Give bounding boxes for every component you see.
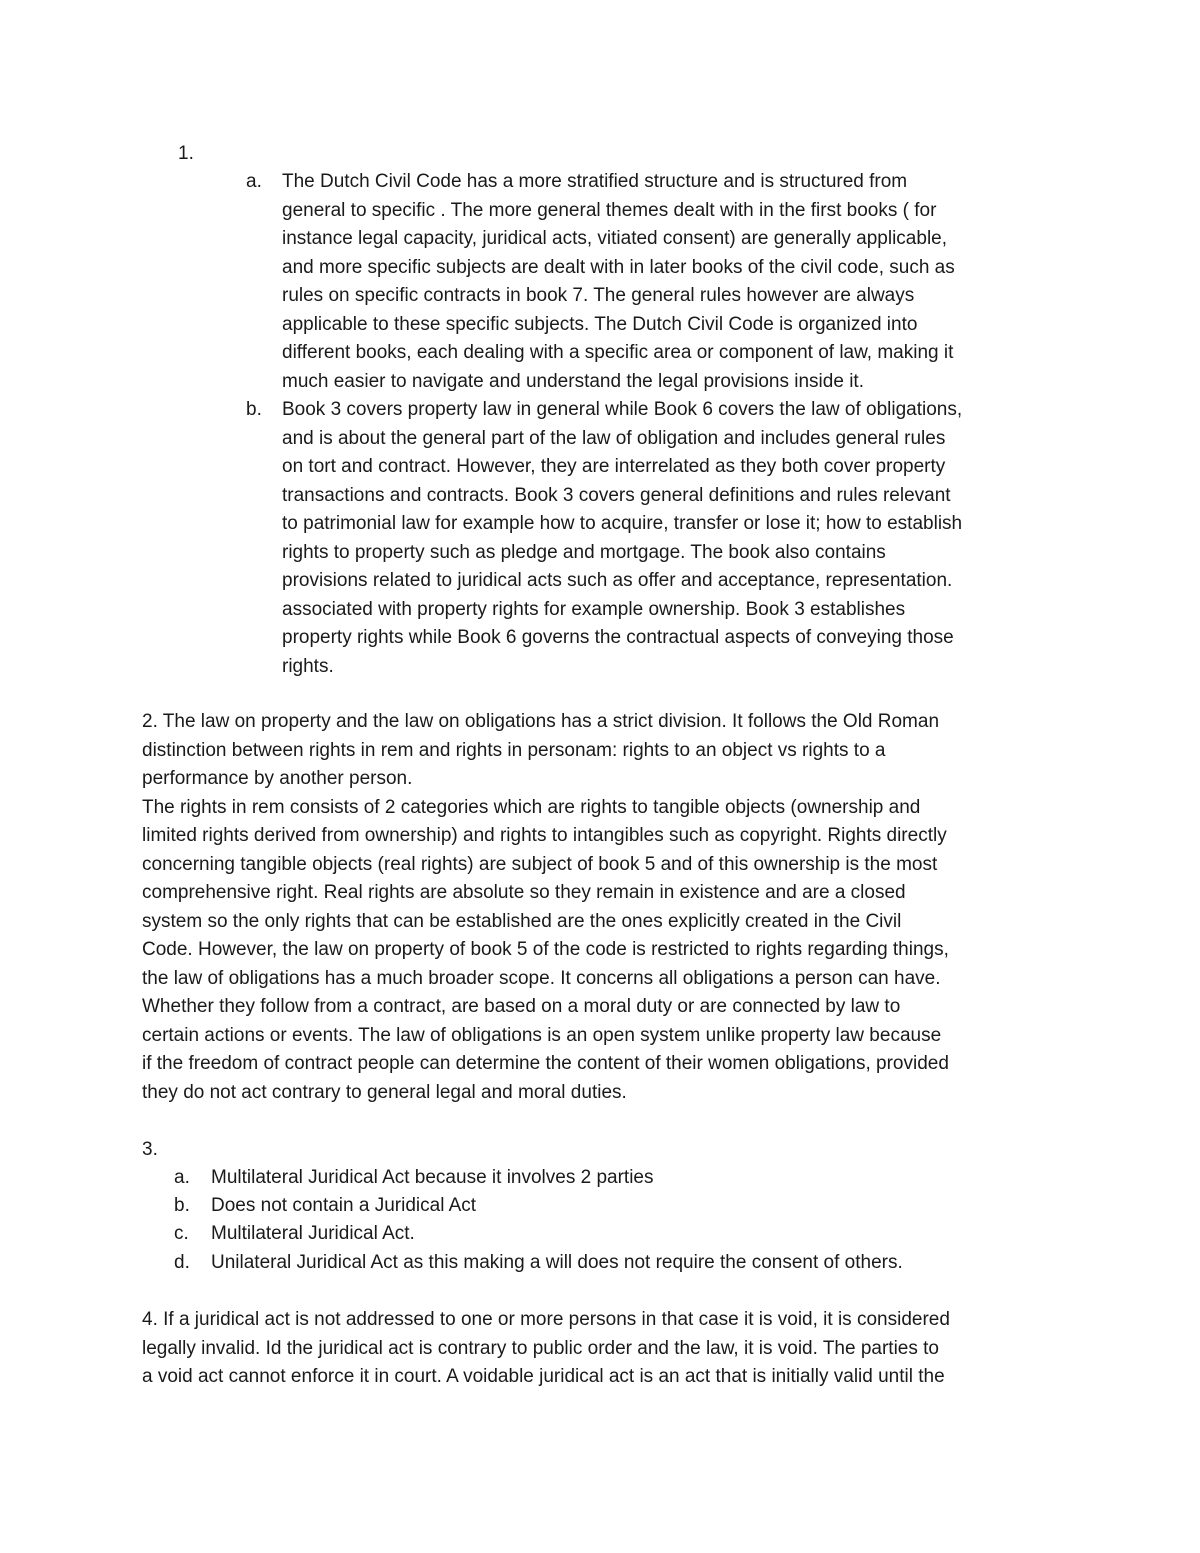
text-line: instance legal capacity, juridical acts, vitiated consent) are generally applicable, <box>282 228 948 249</box>
text-line: Book 3 covers property law in general while Book 6 covers the law of obligations, <box>282 399 963 420</box>
text-line: concerning tangible objects (real rights) are subject of book 5 and of this ownership is the most <box>142 853 938 875</box>
text-line: system so the only rights that can be established are the ones explicitly created in the Civil <box>142 910 902 932</box>
text-line: Does not contain a Juridical Act <box>211 1195 477 1216</box>
text-line: Multilateral Juridical Act. <box>211 1223 415 1244</box>
item-text <box>282 396 962 681</box>
text-line: certain actions or events. The law of obligations is an open system unlike property law because <box>142 1024 942 1046</box>
text-line: transactions and contracts. Book 3 covers general definitions and rules relevant <box>282 484 951 506</box>
text-line: Unilateral Juridical Act as this making a will does not require the consent of others. <box>211 1252 903 1273</box>
text-line: if the freedom of contract people can determine the content of their women obligations, provided <box>142 1053 949 1074</box>
question-3-number: 3. <box>142 1139 158 1160</box>
text-line: property rights while Book 6 governs the contractual aspects of conveying those <box>282 627 954 648</box>
text-line: the law of obligations has a much broader scope. It concerns all obligations a person can have. <box>142 967 941 989</box>
text-line: rights. <box>282 655 334 677</box>
text-line: 4. If a juridical act is not addressed to one or more persons in that case it is void, it is considered <box>142 1309 950 1330</box>
text-line: Multilateral Juridical Act because it involves 2 parties <box>211 1167 654 1188</box>
text-line: they do not act contrary to general legal and moral duties. <box>142 1081 627 1103</box>
item-text <box>211 1164 653 1193</box>
text-line: rights to property such as pledge and mortgage. The book also contains <box>282 541 886 563</box>
text-line: distinction between rights in rem and rights in personam: rights to an object vs rights to a <box>142 739 886 761</box>
list-marker: c. <box>174 1223 189 1244</box>
question-4-paragraph <box>142 1306 950 1392</box>
list-marker: b. <box>174 1195 190 1216</box>
text-line: comprehensive right. Real rights are absolute so they remain in existence and are a closed <box>142 882 906 903</box>
text-line: The Dutch Civil Code has a more stratified structure and is structured from <box>282 171 908 192</box>
list-marker: a. <box>174 1167 190 1188</box>
text-line: and more specific subjects are dealt with in later books of the civil code, such as <box>282 256 955 278</box>
text-line: on tort and contract. However, they are interrelated as they both cover property <box>282 456 946 477</box>
item-text <box>211 1192 476 1221</box>
text-line: different books, each dealing with a specific area or component of law, making it <box>282 342 954 363</box>
text-line: to patrimonial law for example how to acquire, transfer or lose it; how to establish <box>282 513 963 534</box>
text-line: much easier to navigate and understand the legal provisions inside it. <box>282 370 864 392</box>
list-marker: a. <box>246 171 262 192</box>
text-line: legally invalid. Id the juridical act is contrary to public order and the law, it is void. The parties to <box>142 1337 939 1359</box>
text-line: and is about the general part of the law of obligation and includes general rules <box>282 427 946 449</box>
text-line: Code. However, the law on property of book 5 of the code is restricted to rights regarding things, <box>142 939 949 960</box>
list-marker: b. <box>246 399 262 420</box>
text-line: associated with property rights for example ownership. Book 3 establishes <box>282 598 906 620</box>
item-text <box>282 168 955 396</box>
text-line: general to specific . The more general themes dealt with in the first books ( for <box>282 199 937 221</box>
item-text <box>211 1220 415 1249</box>
text-line: The rights in rem consists of 2 categories which are rights to tangible objects (ownership and <box>142 796 921 818</box>
text-line: rules on specific contracts in book 7. The general rules however are always <box>282 285 915 306</box>
text-line: limited rights derived from ownership) and rights to intangibles such as copyright. Rights directly <box>142 825 947 846</box>
text-line: performance by another person. <box>142 768 413 789</box>
list-marker: d. <box>174 1252 190 1273</box>
text-line: 2. The law on property and the law on obligations has a strict division. It follows the Old Roman <box>142 711 940 732</box>
question-1-number: 1. <box>178 143 194 164</box>
text-line: a void act cannot enforce it in court. A voidable juridical act is an act that is initially valid until the <box>142 1366 945 1387</box>
text-line: applicable to these specific subjects. The Dutch Civil Code is organized into <box>282 313 918 335</box>
text-line: Whether they follow from a contract, are based on a moral duty or are connected by law to <box>142 996 901 1017</box>
text-line: provisions related to juridical acts such as offer and acceptance, representation. <box>282 570 953 591</box>
item-text <box>211 1249 903 1278</box>
question-2-paragraph <box>142 708 949 1107</box>
